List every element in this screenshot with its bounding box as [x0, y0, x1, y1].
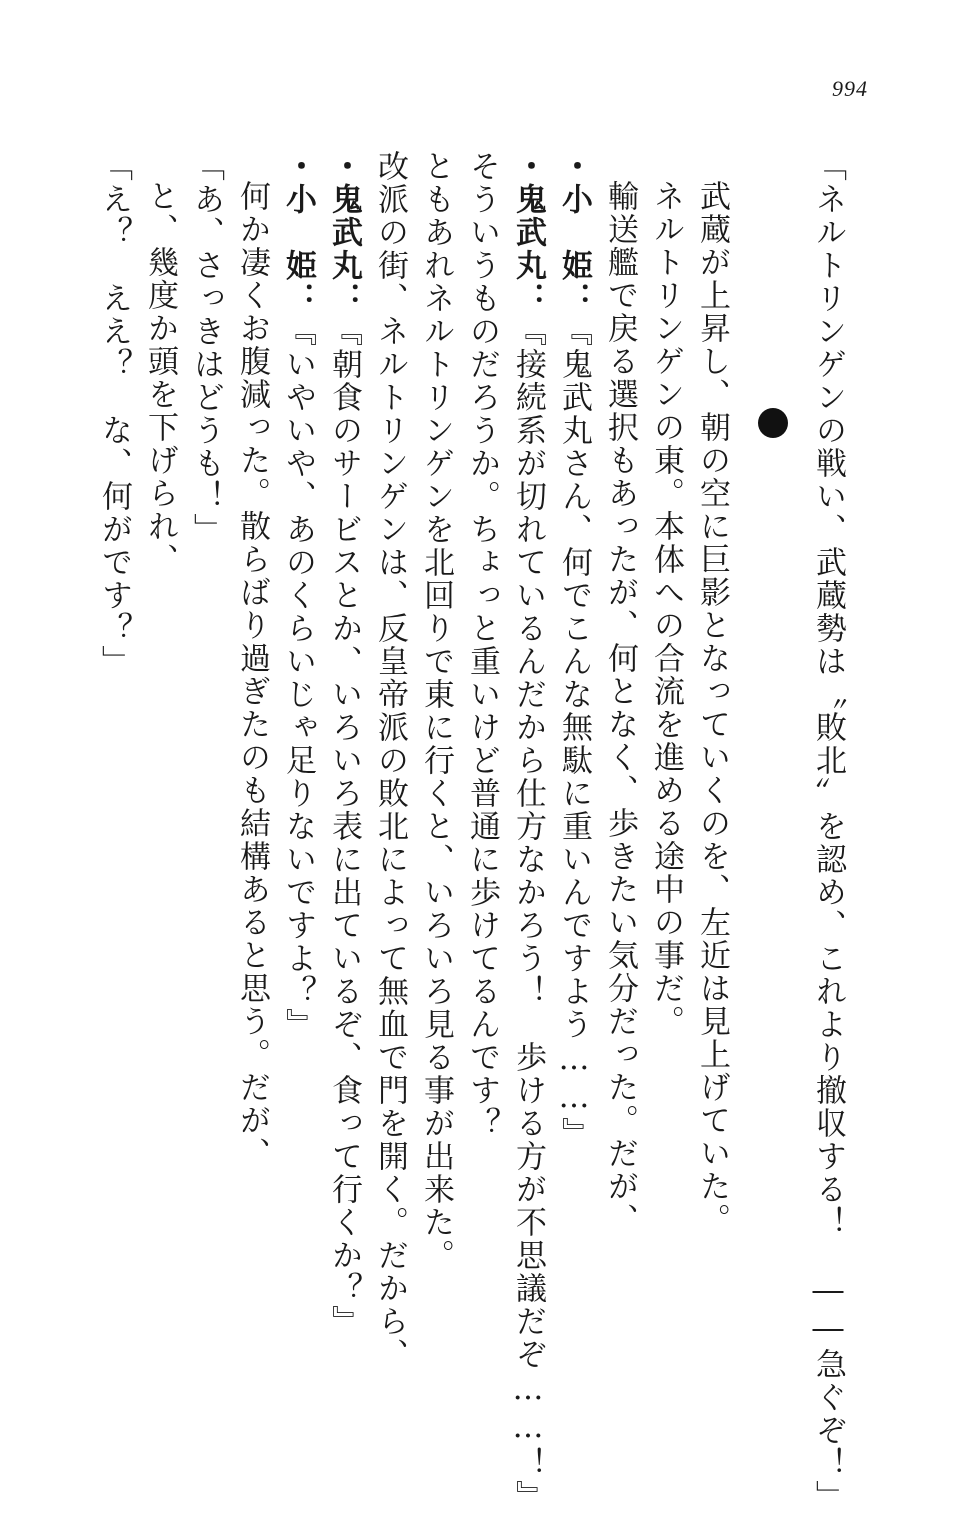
dialogue-bullet: ・	[326, 150, 362, 183]
dialogue-line	[280, 150, 316, 1290]
text-line	[810, 150, 846, 1513]
line-text: 改派の街、ネルトリンゲンは、反皇帝派の敗北によって無血で門を開く。だから、	[372, 150, 408, 1371]
page-number: 994	[832, 76, 868, 101]
line-text: 「ネルトリンゲンの戦い、武蔵勢は〝敗北〟を認め、これより撤収する！ ――急ぐぞ！」	[810, 150, 846, 1513]
text-line	[464, 150, 500, 1290]
text-line	[96, 150, 132, 1290]
line-text: と、幾度か頭を下げられ、	[142, 180, 178, 576]
dialogue-text: 『いやいや、あのくらいじゃ足りないですよ？』	[280, 315, 316, 1041]
dialogue-text: 『鬼武丸さん、何でこんな無駄に重いんですよう……』	[556, 315, 592, 1150]
speaker-name: 鬼武丸：	[510, 183, 546, 315]
speaker-name: 鬼武丸：	[326, 183, 362, 315]
text-line	[142, 180, 178, 1320]
line-text: 何か凄くお腹減った。散らばり過ぎたのも結構あると思う。だが、	[234, 180, 270, 1170]
dialogue-line	[510, 150, 546, 1513]
text-line	[188, 150, 224, 1290]
section-dot-mark	[758, 408, 788, 438]
text-line	[372, 150, 408, 1371]
line-text: ネルトリンゲンの東。本体への合流を進める途中の事だ。	[648, 180, 684, 1038]
line-text: 「あ、さっきはどうも！」	[188, 150, 224, 546]
speaker-name: 小 姫：	[280, 183, 316, 315]
text-line	[694, 180, 730, 1320]
dialogue-line	[326, 150, 362, 1338]
dialogue-text: 『接続系が切れているんだから仕方なかろう！ 歩ける方が不思議だぞ……！』	[510, 315, 546, 1513]
dialogue-text: 『朝食のサービスとか、いろいろ表に出ているぞ、食って行くか？』	[326, 315, 362, 1338]
text-line	[602, 180, 638, 1320]
dialogue-bullet: ・	[280, 150, 316, 183]
line-text: ともあれネルトリンゲンを北回りで東に行くと、いろいろ見る事が出来た。	[418, 150, 454, 1272]
line-text: そういうものだろうか。ちょっと重いけど普通に歩けてるんです？	[464, 150, 500, 1140]
line-text: 「え？ ええ？ な、何がです？」	[96, 150, 132, 678]
text-line	[648, 180, 684, 1320]
dialogue-bullet: ・	[556, 150, 592, 183]
dialogue-bullet: ・	[510, 150, 546, 183]
dialogue-line	[556, 150, 592, 1290]
text-line	[234, 180, 270, 1320]
line-text: 武蔵が上昇し、朝の空に巨影となっていくのを、左近は見上げていた。	[694, 180, 730, 1236]
line-text: 輸送艦で戻る選択もあったが、何となく、歩きたい気分だった。だが、	[602, 180, 638, 1236]
text-line	[418, 150, 454, 1290]
speaker-name: 小 姫：	[556, 183, 592, 315]
